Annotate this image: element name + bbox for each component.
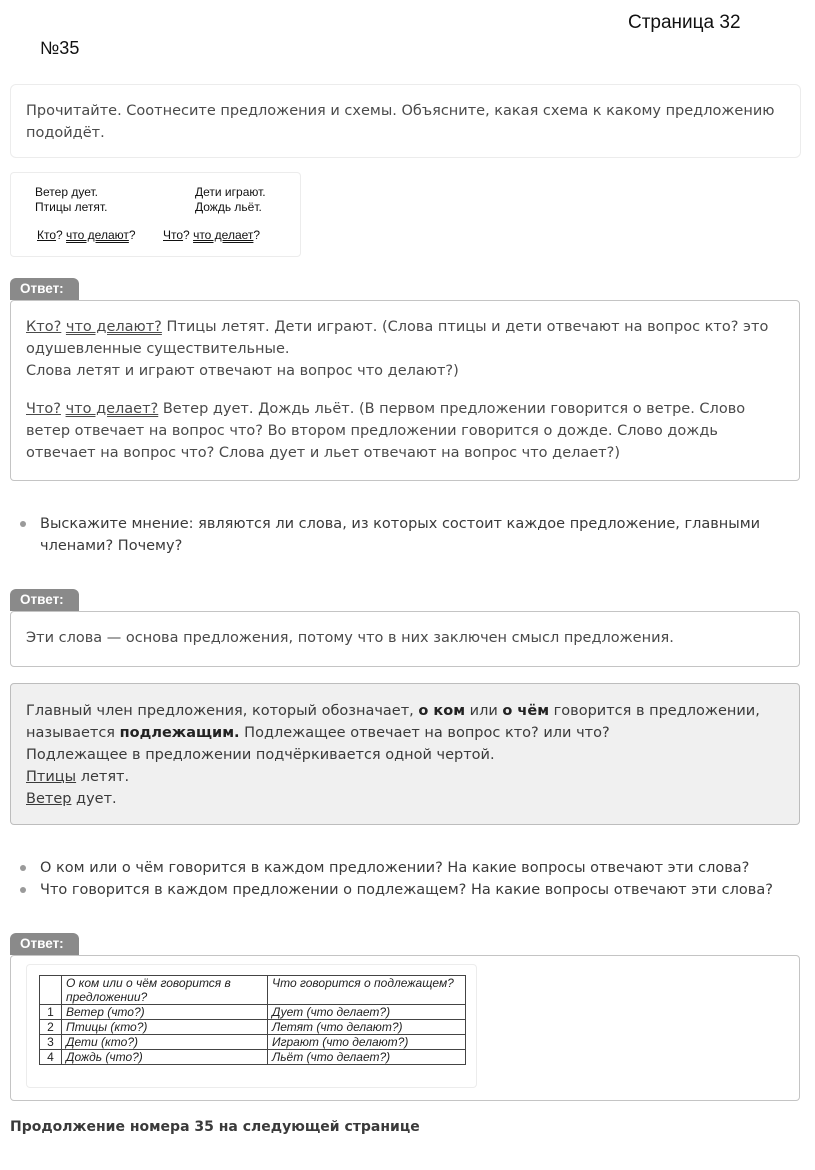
table-cell: Льёт (что делает?) <box>268 1050 466 1065</box>
table-row <box>40 1050 466 1065</box>
answer-table-image <box>26 964 477 1088</box>
answer-text: Птицы летят. Дети играют. (Слова птицы и дети отвечают на вопрос кто? это одушевленные существительные. <box>26 319 769 357</box>
table-header-cell: О ком или о чём говорится в предложении? <box>62 976 268 1005</box>
scheme-predicate: что делает <box>193 228 254 242</box>
scheme-question-1: Кто? что делают? <box>37 228 136 242</box>
scheme-sentence: Ветер дует. <box>35 185 98 199</box>
rule-text: Главный член предложения, который обозначает, <box>26 703 419 719</box>
question-item: Что говорится в каждом предложении о подлежащем? На какие вопросы отвечают эти слова? <box>20 879 800 901</box>
table-cell: 1 <box>40 1005 62 1020</box>
page-number: Страница 32 <box>628 12 741 33</box>
rule-example-rest: летят. <box>76 769 130 785</box>
rule-bold: подлежащим. <box>119 725 240 741</box>
table-cell <box>40 976 62 1005</box>
table-cell: Дует (что делает?) <box>268 1005 466 1020</box>
rule-example-subject: Ветер <box>26 791 72 807</box>
rule-example-rest: дует. <box>71 791 117 807</box>
scheme-subject: Что <box>163 228 184 242</box>
table-cell: Играют (что делают?) <box>268 1035 466 1050</box>
scheme-question-2: Что? что делает? <box>163 228 261 242</box>
table-header-cell: Что говорится о подлежащем? <box>268 976 466 1005</box>
answer-paragraph <box>26 398 784 464</box>
scheme-subject: Кто <box>37 228 57 242</box>
answer-paragraph <box>26 316 784 382</box>
table-cell: Ветер (что?) <box>62 1005 268 1020</box>
answer-subject-question: Кто? <box>26 319 62 335</box>
table-cell: Дождь (что?) <box>62 1050 268 1065</box>
answer-label: Ответ: <box>10 278 79 300</box>
sentence-scheme-image <box>10 172 301 257</box>
rule-box <box>10 683 800 825</box>
question-item: О ком или о чём говорится в каждом предложении? На какие вопросы отвечают эти слова? <box>20 857 800 879</box>
answer-predicate-question: что делает? <box>65 401 159 417</box>
answer-label: Ответ: <box>10 933 79 955</box>
question-item: Выскажите мнение: являются ли слова, из которых состоит каждое предложение, главными членами? Почему? <box>20 513 800 557</box>
question-list <box>20 513 800 557</box>
question-list <box>20 857 800 901</box>
answer-box-1 <box>10 300 800 481</box>
scheme-column-left <box>35 185 107 215</box>
answer-text: Эти слова — основа предложения, потому что в них заключен смысл предложения. <box>26 630 674 646</box>
rule-bold: о чём <box>502 703 550 719</box>
table-cell: 4 <box>40 1050 62 1065</box>
answer-box-2 <box>10 611 800 667</box>
table-row <box>40 1020 466 1035</box>
table-cell: Птицы (кто?) <box>62 1020 268 1035</box>
rule-example-subject: Птицы <box>26 769 77 785</box>
rule-text: Подлежащее отвечает на вопрос кто? или что? <box>239 725 610 741</box>
scheme-sentence: Дождь льёт. <box>195 200 262 214</box>
rule-definition <box>26 700 784 744</box>
continuation-note: Продолжение номера 35 на следующей странице <box>10 1119 420 1135</box>
exercise-number: №35 <box>40 38 80 58</box>
table-row <box>40 1035 466 1050</box>
rule-text: говорится в предложении, называется <box>26 703 760 741</box>
rule-example <box>26 766 784 788</box>
rule-line: Подлежащее в предложении подчёркивается одной чертой. <box>26 747 495 763</box>
answer-predicate-question: что делают? <box>65 319 162 335</box>
answer-table <box>39 975 466 1065</box>
table-cell: 2 <box>40 1020 62 1035</box>
scheme-predicate: что делают <box>66 228 129 242</box>
table-row <box>40 1005 466 1020</box>
answer-text: Слова летят и играют отвечают на вопрос что делают?) <box>26 363 459 379</box>
scheme-sentence: Птицы летят. <box>35 200 108 214</box>
table-cell: 3 <box>40 1035 62 1050</box>
table-cell: Дети (кто?) <box>62 1035 268 1050</box>
answer-label: Ответ: <box>10 589 79 611</box>
rule-text: или <box>465 703 503 719</box>
rule-bold: о ком <box>418 703 466 719</box>
scheme-sentence: Дети играют. <box>195 185 266 199</box>
scheme-column-right <box>195 185 266 215</box>
table-cell: Летят (что делают?) <box>268 1020 466 1035</box>
task-text: Прочитайте. Соотнесите предложения и схемы. Объясните, какая схема к какому предложению подойдёт. <box>26 103 775 141</box>
table-header-row <box>40 976 466 1005</box>
answer-subject-question: Что? <box>26 401 61 417</box>
task-instruction <box>10 84 801 158</box>
answer-text: Ветер дует. Дождь льёт. (В первом предложении говорится о ветре. Слово ветер отвечает на вопрос что? Во втором предложении говорится о дожде. Слово дождь отвечает на вопрос что? Слова дует и льет отвечают на вопрос что делает?) <box>26 401 746 461</box>
rule-example <box>26 788 784 810</box>
